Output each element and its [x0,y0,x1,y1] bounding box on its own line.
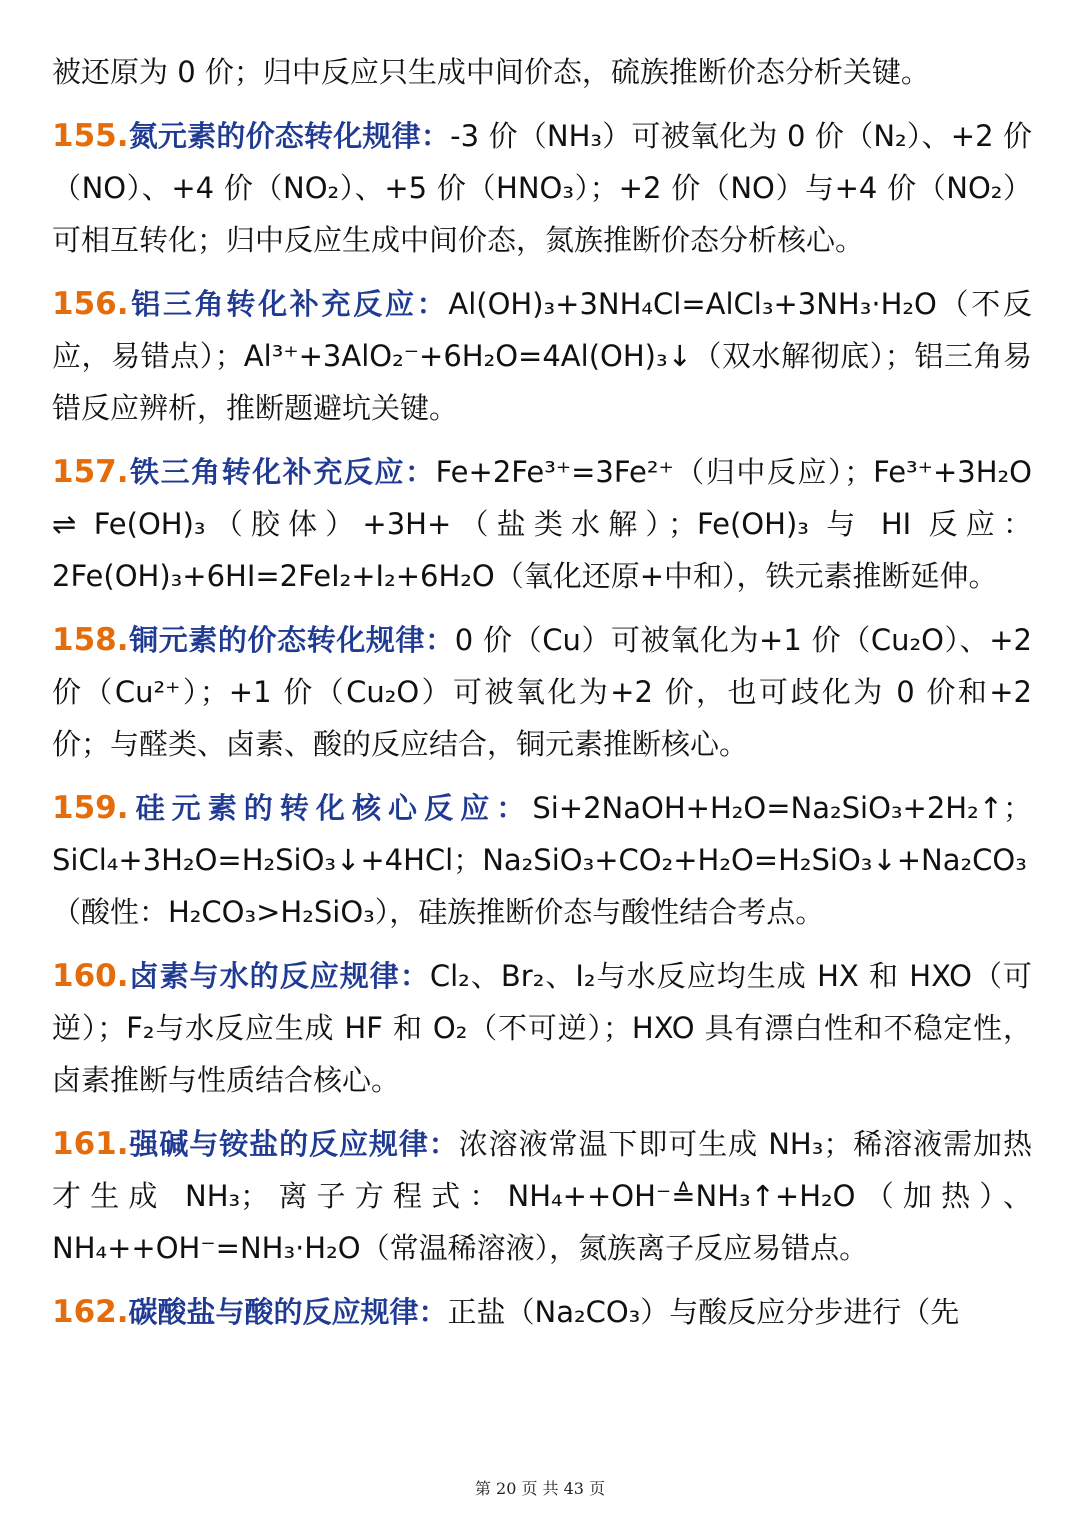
item-title: 强碱与铵盐的反应规律： [128,1127,459,1161]
page-footer: 第 20 页 共 43 页 [474,1479,606,1498]
item-body: Si+2NaOH+H₂O=Na₂SiO₃+2H₂↑；SiCl₄+3H₂O=H₂SiO₃↓+4HCl；Na₂SiO₃+CO₂+H₂O=H₂SiO₃↓+Na₂CO₃（酸性：H₂CO₃>H₂SiO₃），硅族推断价态与酸性结合考点。 [52,791,1032,929]
item-162 [52,1286,1032,1338]
item-155 [52,110,1032,266]
item-body: Al(OH)₃+3NH₄Cl=AlCl₃+3NH₃·H₂O（不反应，易错点）；Al³⁺+3AlO₂⁻+6H₂O=4Al(OH)₃↓（双水解彻底）；铝三角易错反应辨析，推断题避坑关键。 [52,287,1032,425]
item-160 [52,950,1032,1106]
item-title: 碳酸盐与酸的反应规律： [128,1295,448,1329]
item-title: 铝三角转化补充反应： [128,287,449,321]
item-title: 铁三角转化补充反应： [128,455,436,489]
item-body: Fe+2Fe³⁺=3Fe²⁺（归中反应）；Fe³⁺+3H₂O ⇌ Fe(OH)₃（胶体）+3H+（盐类水解）；Fe(OH)₃ 与 HI 反应：2Fe(OH)₃+6HI=2FeI₂+I₂+6H₂O（氧化还原+中和），铁元素推断延伸。 [52,455,1032,593]
item-body: 0 价（Cu）可被氧化为+1 价（Cu₂O）、+2 价（Cu²⁺）；+1 价（Cu₂O）可被氧化为+2 价，也可歧化为 0 价和+2 价；与醛类、卤素、酸的反应结合，铜元素推断核心。 [52,623,1032,761]
item-title: 铜元素的价态转化规律： [128,623,455,657]
intro-paragraph: 被还原为 0 价；归中反应只生成中间价态，硫族推断价态分析关键。 [52,55,930,89]
item-title: 卤素与水的反应规律： [128,959,430,993]
item-161 [52,1118,1032,1274]
item-156 [52,278,1032,434]
item-number: 156. [52,286,129,322]
item-body: -3 价（NH₃）可被氧化为 0 价（N₂）、+2 价（NO）、+4 价（NO₂）、+5 价（HNO₃）；+2 价（NO）与+4 价（NO₂）可相互转化；归中反应生成中间价态，氮族推断价态分析核心。 [52,119,1032,257]
document-body [52,46,1032,1350]
item-number: 157. [52,454,129,490]
item-body: 浓溶液常温下即可生成 NH₃；稀溶液需加热才生成 NH₃；离子方程式：NH₄++OH⁻≜NH₃↑+H₂O（加热）、NH₄++OH⁻=NH₃·H₂O（常温稀溶液），氮族离子反应易错点。 [52,1127,1032,1265]
item-title: 硅元素的转化核心反应： [128,791,533,825]
item-number: 160. [52,958,129,994]
item-body: 正盐（Na₂CO₃）与酸反应分步进行（先 [447,1295,960,1329]
item-body: Cl₂、Br₂、I₂与水反应均生成 HX 和 HXO（可逆）；F₂与水反应生成 HF 和 O₂（不可逆）；HXO 具有漂白性和不稳定性，卤素推断与性质结合核心。 [52,959,1032,1097]
item-159 [52,782,1032,938]
item-number: 159. [52,790,129,826]
item-number: 162. [52,1294,129,1330]
item-number: 155. [52,118,129,154]
item-157 [52,446,1032,602]
item-158 [52,614,1032,770]
item-number: 158. [52,622,129,658]
item-number: 161. [52,1126,129,1162]
item-title: 氮元素的价态转化规律： [128,119,451,153]
